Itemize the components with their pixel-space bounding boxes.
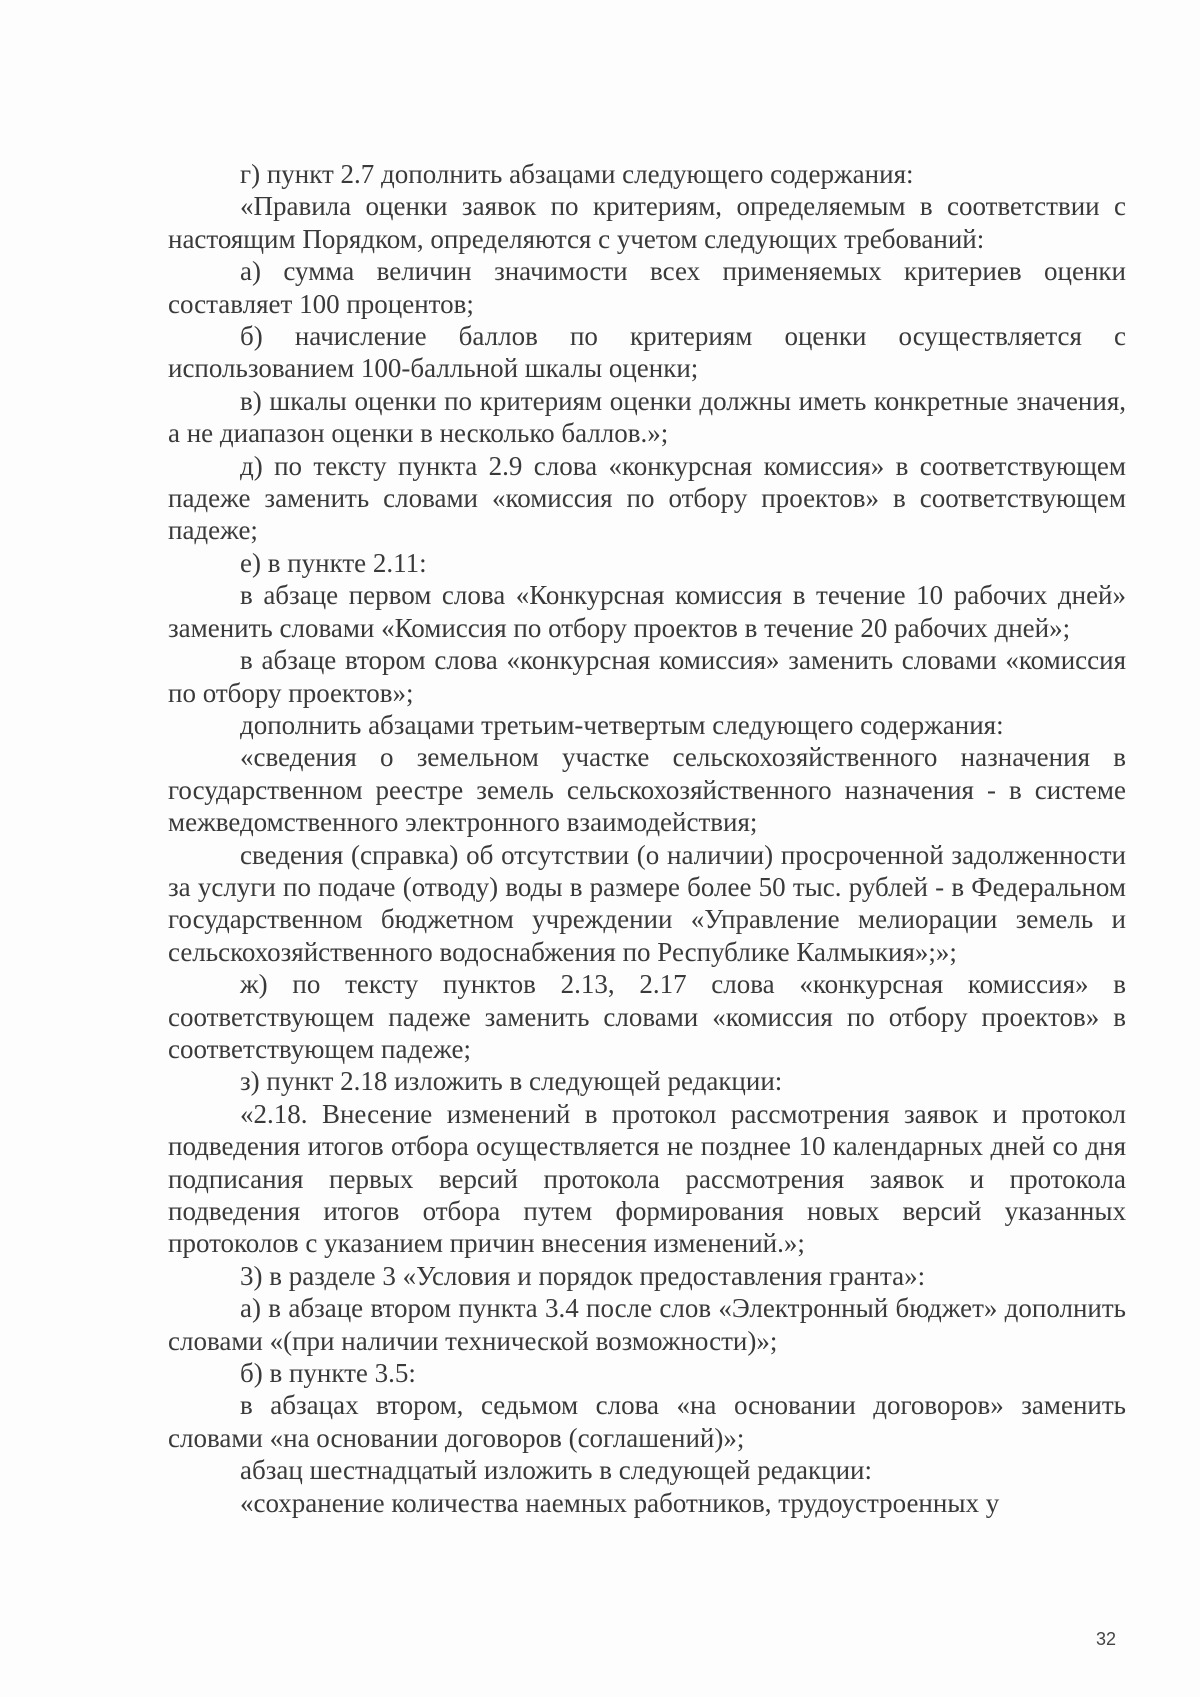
paragraph-a-sum: а) сумма величин значимости всех применяемых критериев оценки составляет 100 процентов; bbox=[168, 256, 1126, 319]
paragraph-rules-intro: «Правила оценки заявок по критериям, определяемым в соответствии с настоящим Порядком, определяются с учетом следующих требований: bbox=[168, 191, 1126, 254]
paragraph-first-abzac: в абзаце первом слова «Конкурсная комиссия в течение 10 рабочих дней» заменить словами «Комиссия по отбору проектов в течение 20 рабочих дней»; bbox=[168, 580, 1126, 643]
paragraph-a-3-4: а) в абзаце втором пункта 3.4 после слов «Электронный бюджет» дополнить словами «(при наличии технической возможности)»; bbox=[168, 1293, 1126, 1356]
paragraph-zh-2-13: ж) по тексту пунктов 2.13, 2.17 слова «конкурсная комиссия» в соответствующем падеже заменить словами «комиссия по отбору проектов» в соответствующем падеже; bbox=[168, 969, 1126, 1064]
paragraph-z-2-18: з) пункт 2.18 изложить в следующей редакции: bbox=[240, 1066, 783, 1097]
paragraph-e-2-11: е) в пункте 2.11: bbox=[240, 547, 427, 578]
paragraph-v-scales: в) шкалы оценки по критериям оценки должны иметь конкретные значения, а не диапазон оценки в несколько баллов.»; bbox=[168, 385, 1126, 449]
paragraph-workers: «сохранение количества наемных работников, трудоустроенных у bbox=[240, 1487, 1000, 1518]
paragraph-d-2-9: д) по тексту пункта 2.9 слова «конкурсная комиссия» в соответствующем падеже заменить словами «комиссия по отбору проектов» в соответствующем падеже; bbox=[168, 450, 1126, 546]
paragraph-abzac-2-7: в абзацах втором, седьмом слова «на основании договоров» заменить словами «на основании договоров (соглашений)»; bbox=[168, 1390, 1126, 1453]
paragraph-g-2-7: г) пункт 2.7 дополнить абзацами следующего содержания: bbox=[240, 159, 914, 189]
paragraph-b-3-5: б) в пункте 3.5: bbox=[240, 1358, 416, 1389]
paragraph-section-3: 3) в разделе 3 «Условия и порядок предоставления гранта»: bbox=[240, 1260, 926, 1291]
paragraph-abzac-16: абзац шестнадцатый изложить в следующей редакции: bbox=[240, 1455, 873, 1486]
paragraph-2-18-text: «2.18. Внесение изменений в протокол рассмотрения заявок и протокол подведения итогов отбора осуществляется не позднее 10 календарных дней со дня подписания первых версий протокола рассмотрения заявок и протокола подведения итогов отбора путем формирования новых версий указанных протоколов с указанием причин внесения изменений.»; bbox=[168, 1098, 1126, 1259]
paragraph-land-info: «сведения о земельном участке сельскохозяйственного назначения в государственном реестре земель сельскохозяйственного назначения - в системе межведомственного электронного взаимодействия; bbox=[168, 742, 1126, 838]
document-body bbox=[168, 158, 1126, 1519]
paragraph-debt-info: сведения (справка) об отсутствии (о наличии) просроченной задолженности за услуги по подаче (отводу) воды в размере более 50 тыс. рублей - в Федеральном государственном бюджетном учреждении «Управление мелиорации земель и сельскохозяйственного водоснабжения по Республике Калмыкия»;»; bbox=[168, 839, 1126, 967]
paragraph-add-third-fourth: дополнить абзацами третьим-четвертым следующего содержания: bbox=[240, 709, 1004, 740]
paragraph-second-abzac: в абзаце втором слова «конкурсная комиссия» заменить словами «комиссия по отбору проектов»; bbox=[168, 645, 1126, 708]
page-number: 32 bbox=[1095, 1629, 1116, 1649]
paragraph-b-scoring: б) начисление баллов по критериям оценки осуществляется с использованием 100-балльной шкалы оценки; bbox=[168, 321, 1126, 384]
